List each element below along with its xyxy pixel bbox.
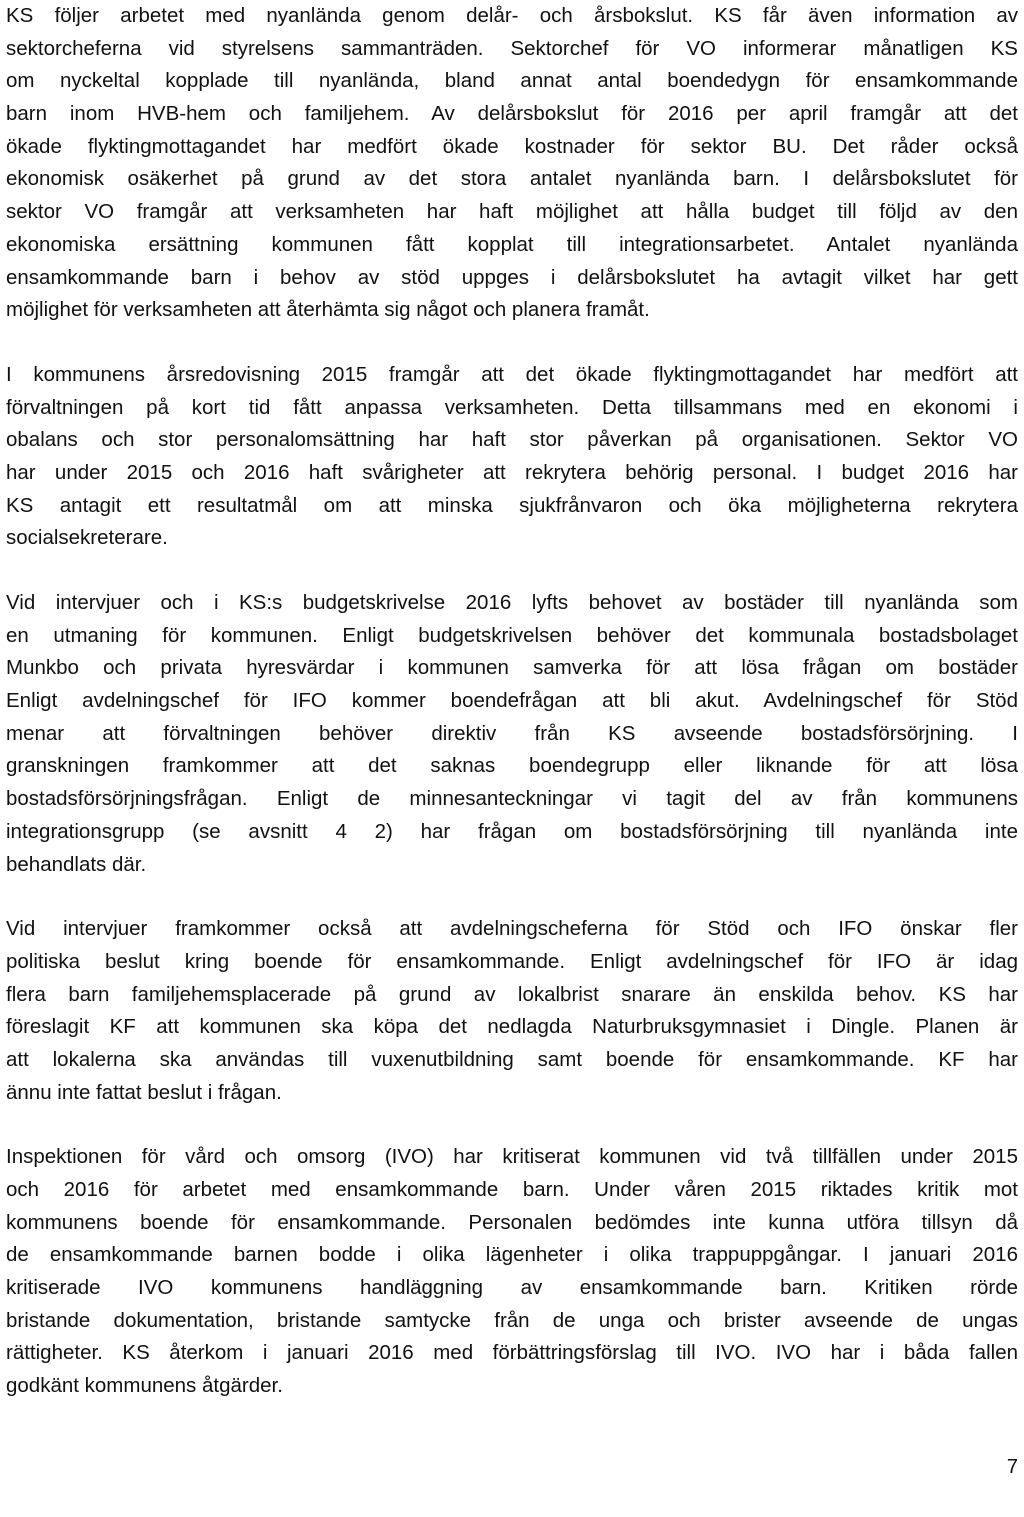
text-line: godkänt kommunens åtgärder. (6, 1374, 283, 1398)
text-line: bostadsförsörjningsfrågan. Enligt de minnesanteckningar vi tagit del av från kommunens (6, 787, 1018, 811)
text-line: ekonomisk osäkerhet på grund av det stora antalet nyanlända barn. I delårsbokslutet för (6, 167, 1018, 191)
text-line: ännu inte fattat beslut i frågan. (6, 1080, 282, 1104)
paragraph (6, 587, 1018, 881)
paragraph (6, 913, 1018, 1109)
paragraph-gap (6, 327, 1018, 359)
text-line: Enligt avdelningschef för IFO kommer boendefrågan att bli akut. Avdelningschef för Stöd (6, 689, 1018, 713)
text-line: ökade flyktingmottagandet har medfört ökade kostnader för sektor BU. Det råder också (6, 134, 1018, 158)
text-line: KS antagit ett resultatmål om att minska sjukfrånvaron och öka möjligheterna rekrytera (6, 493, 1018, 517)
text-line: Munkbo och privata hyresvärdar i kommunen samverka för att lösa frågan om bostäder (6, 656, 1018, 680)
text-line: om nyckeltal kopplade till nyanlända, bland annat antal boendedygn för ensamkommande (6, 69, 1018, 93)
text-line: har under 2015 och 2016 haft svårigheter att rekrytera behörig personal. I budget 2016 har (6, 460, 1018, 484)
body-text (6, 0, 1018, 1403)
text-line: rättigheter. KS återkom i januari 2016 med förbättringsförslag till IVO. IVO har i båda fallen (6, 1341, 1018, 1365)
text-line: de ensamkommande barnen bodde i olika lägenheter i olika trappuppgångar. I januari 2016 (6, 1243, 1018, 1267)
paragraph-gap (6, 555, 1018, 587)
text-line: behandlats där. (6, 852, 147, 876)
text-line: KS följer arbetet med nyanlända genom delår- och årsbokslut. KS får även information av (6, 4, 1018, 27)
text-line: obalans och stor personalomsättning har haft stor påverkan på organisationen. Sektor VO (6, 428, 1018, 452)
text-line: en utmaning för kommunen. Enligt budgetskrivelsen behöver det kommunala bostadsbolaget (6, 623, 1018, 647)
text-line: att lokalerna ska användas till vuxenutbildning samt boende för ensamkommande. KF har (6, 1047, 1018, 1071)
text-line: Inspektionen för vård och omsorg (IVO) har kritiserat kommunen vid två tillfällen under 2015 (6, 1145, 1018, 1169)
text-line: och 2016 för arbetet med ensamkommande barn. Under våren 2015 riktades kritik mot (6, 1178, 1018, 1201)
text-line: ekonomiska ersättning kommunen fått kopplat till integrationsarbetet. Antalet nyanlända (6, 232, 1018, 256)
text-line: kommunens boende för ensamkommande. Personalen bedömdes inte kunna utföra tillsyn då (6, 1210, 1018, 1234)
paragraph-gap (6, 881, 1018, 913)
text-line: barn inom HVB-hem och familjehem. Av delårsbokslut för 2016 per april framgår att det (6, 102, 1018, 126)
text-line: granskningen framkommer att det saknas boendegrupp eller liknande för att lösa (6, 754, 1018, 778)
text-line: förvaltningen på kort tid fått anpassa verksamheten. Detta tillsammans med en ekonomi i (6, 395, 1018, 419)
text-line: Vid intervjuer och i KS:s budgetskrivelse 2016 lyfts behovet av bostäder till nyanlända som (6, 591, 1018, 614)
text-line: sektor VO framgår att verksamheten har haft möjlighet att hålla budget till följd av den (6, 200, 1018, 224)
text-line: politiska beslut kring boende för ensamkommande. Enligt avdelningschef för IFO är idag (6, 949, 1018, 973)
text-line: I kommunens årsredovisning 2015 framgår att det ökade flyktingmottagandet har medfört att (6, 362, 1018, 386)
text-line: möjlighet för verksamheten att återhämta sig något och planera framåt. (6, 298, 650, 322)
text-line: Vid intervjuer framkommer också att avdelningscheferna för Stöd och IFO önskar fler (6, 917, 1018, 941)
text-line: bristande dokumentation, bristande samtycke från de unga och brister avseende de ungas (6, 1308, 1018, 1332)
text-line: sektorcheferna vid styrelsens sammanträden. Sektorchef för VO informerar månatligen KS (6, 36, 1018, 60)
text-line: integrationsgrupp (se avsnitt 4 2) har frågan om bostadsförsörjning till nyanlända inte (6, 819, 1018, 843)
text-line: flera barn familjehemsplacerade på grund av lokalbrist snarare än enskilda behov. KS har (6, 982, 1018, 1006)
page-number: 7 (1006, 1456, 1018, 1478)
text-line: ensamkommande barn i behov av stöd uppges i delårsbokslutet ha avtagit vilket har gett (6, 265, 1018, 289)
text-line: föreslagit KF att kommunen ska köpa det nedlagda Naturbruksgymnasiet i Dingle. Planen är (6, 1015, 1018, 1039)
paragraph (6, 0, 1018, 327)
paragraph (6, 1141, 1018, 1403)
text-line: kritiserade IVO kommunens handläggning av ensamkommande barn. Kritiken rörde (6, 1276, 1018, 1300)
paragraph (6, 359, 1018, 555)
paragraph-gap (6, 1109, 1018, 1141)
text-line: menar att förvaltningen behöver direktiv från KS avseende bostadsförsörjning. I (6, 721, 1018, 745)
text-line: socialsekreterare. (6, 526, 168, 550)
